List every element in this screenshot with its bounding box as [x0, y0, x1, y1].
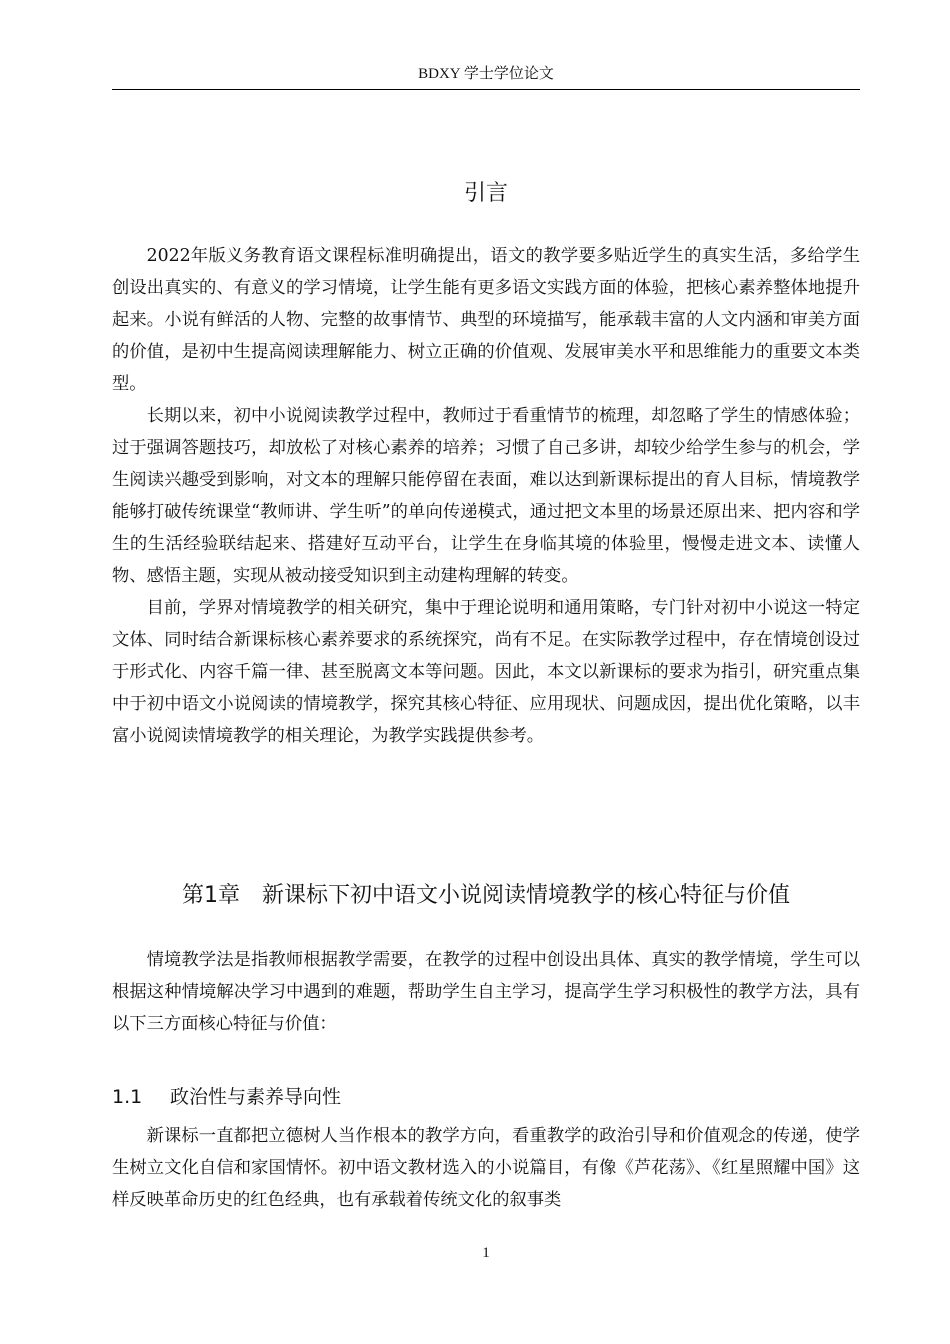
page-number: 1 — [482, 1245, 490, 1261]
header-rule — [112, 89, 860, 90]
section-heading — [112, 1082, 860, 1112]
running-header: BDXY 学士学位论文 — [418, 66, 554, 82]
chapter-title-text: 新课标下初中语文小说阅读情境教学的核心特征与价值 — [261, 883, 790, 908]
chapter-heading — [112, 878, 860, 914]
chapter-intro-paragraph: 情境教学法是指教师根据教学需要，在教学的过程中创设出具体、真实的教学情境，学生可以根据这种情境解决学习中遇到的难题，帮助学生自主学习，提高学生学习积极性的教学方法，具有以下三方面核心特征与价值： — [112, 950, 860, 1034]
chapter-number: 第1章 — [181, 883, 240, 908]
intro-paragraph-2: 长期以来，初中小说阅读教学过程中，教师过于看重情节的梳理，却忽略了学生的情感体验；过于强调答题技巧，却放松了对核心素养的培养；习惯了自己多讲，却较少给学生参与的机会，学生阅读兴趣受到影响，对文本的理解只能停留在表面，难以达到新课标提出的育人目标，情境教学能够打破传统课堂“教师讲、学生听”的单向传递模式，通过把文本里的场景还原出来、把内容和学生的生活经验联结起来、搭建好互动平台，让学生在身临其境的体验里，慢慢走进文本、读懂人物、感悟主题，实现从被动接受知识到主动建构理解的转变。 — [112, 406, 860, 586]
introduction-title: 引言 — [463, 181, 508, 206]
intro-paragraph-3: 目前，学界对情境教学的相关研究，集中于理论说明和通用策略，专门针对初中小说这一特定文体、同时结合新课标核心素养要求的系统探究，尚有不足。在实际教学过程中，存在情境创设过于形式化、内容千篇一律、甚至脱离文本等问题。因此，本文以新课标的要求为指引，研究重点集中于初中语文小说阅读的情境教学，探究其核心特征、应用现状、问题成因，提出优化策略，以丰富小说阅读情境教学的相关理论，为教学实践提供参考。 — [112, 598, 860, 746]
intro-paragraph-1: 2022年版义务教育语文课程标准明确提出，语文的教学要多贴近学生的真实生活，多给学生创设出真实的、有意义的学习情境，让学生能有更多语文实践方面的体验，把核心素养整体地提升起来。小说有鲜活的人物、完整的故事情节、典型的环境描写，能承载丰富的人文内涵和审美方面的价值，是初中生提高阅读理解能力、树立正确的价值观、发展审美水平和思维能力的重要文本类型。 — [112, 246, 860, 394]
section-title-text: 政治性与素养导向性 — [170, 1086, 342, 1108]
introduction-body — [112, 240, 860, 752]
section-number: 1.1 — [112, 1086, 143, 1108]
section-body — [112, 1120, 860, 1216]
section-paragraph: 新课标一直都把立德树人当作根本的教学方向，看重教学的政治引导和价值观念的传递，使学生树立文化自信和家国情怀。初中语文教材选入的小说篇目，有像《芦花荡》、《红星照耀中国》这样反映革命历史的红色经典，也有承载着传统文化的叙事类 — [112, 1126, 860, 1210]
chapter-intro-body — [112, 944, 860, 1040]
